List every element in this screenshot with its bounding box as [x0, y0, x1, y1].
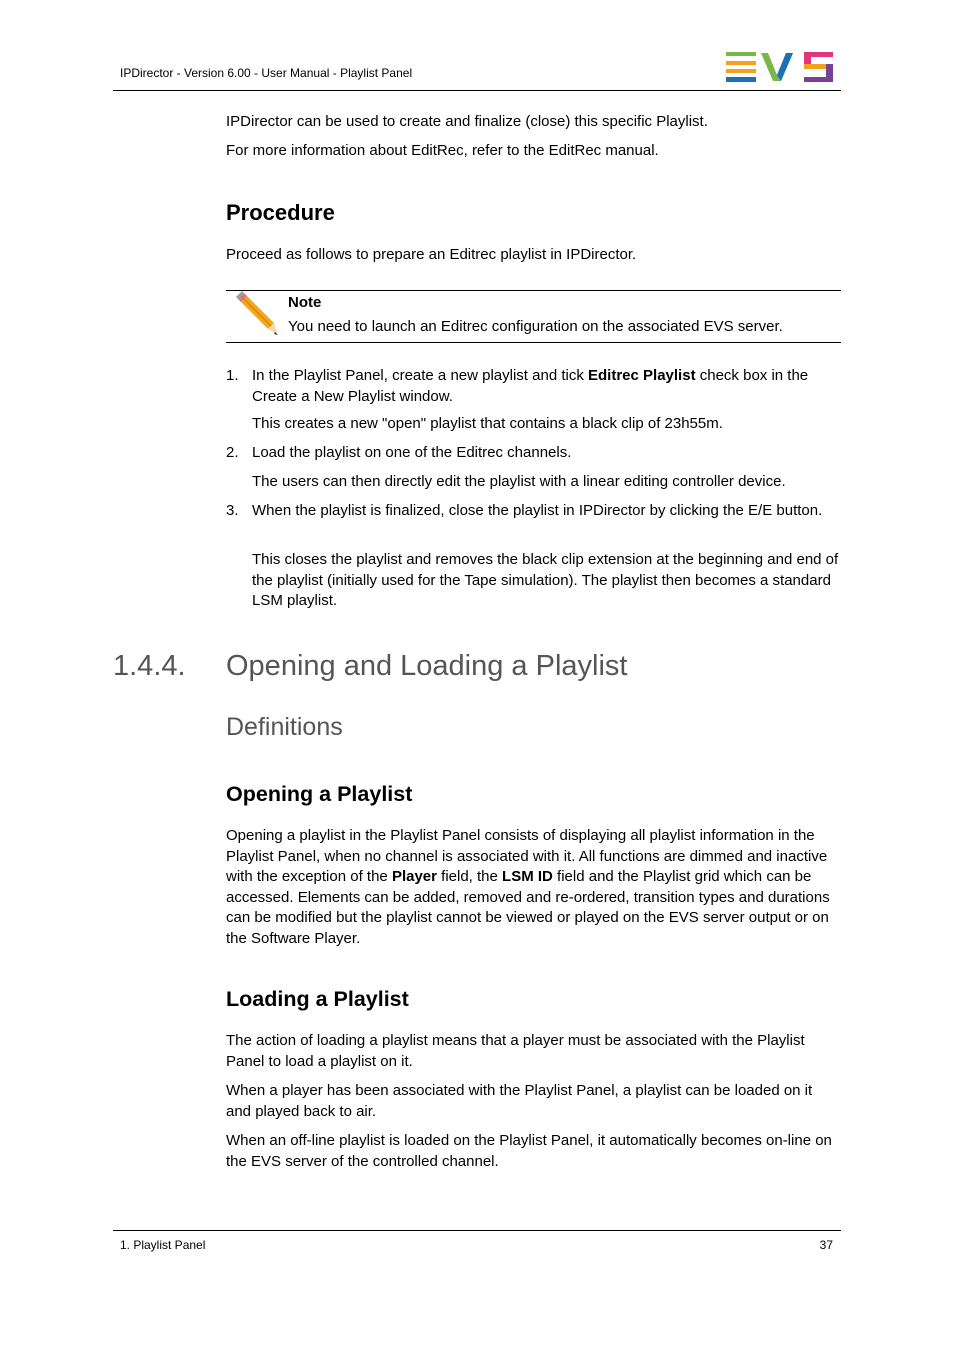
step-3-text: When the playlist is finalized, close the playlist in IPDirector by clicking the E/E button. — [252, 502, 823, 519]
procedure-text: Proceed as follows to prepare an Editrec playlist in IPDirector. — [226, 246, 637, 263]
evs-logo — [726, 52, 834, 82]
step-2-result: The users can then directly edit the playlist with a linear editing controller device. — [252, 473, 786, 490]
header-title: IPDirector - Version 6.00 - User Manual - Playlist Panel — [120, 66, 413, 80]
page-number: 37 — [819, 1238, 833, 1252]
note-top-rule — [226, 290, 841, 291]
loading-paragraph-1: The action of loading a playlist means that a player must be associated with the Playlist Panel to load a playlist on it. — [226, 1032, 805, 1070]
section-title: Opening and Loading a Playlist — [226, 650, 628, 682]
step-3-result: This closes the playlist and removes the black clip extension at the beginning and end of the playlist (initially used for the Tape simulation). The playlist then becomes a standard LSM playlist. — [252, 551, 839, 609]
section-number: 1.4.4. — [113, 650, 186, 682]
definitions-heading: Definitions — [226, 713, 343, 741]
note-text: You need to launch an Editrec configuration on the associated EVS server. — [288, 318, 783, 335]
footer-rule — [113, 1230, 841, 1231]
intro-paragraph-2: For more information about EditRec, refer to the EditRec manual. — [226, 142, 659, 159]
procedure-heading: Procedure — [226, 200, 335, 225]
step-1-text: In the Playlist Panel, create a new playlist and tick Editrec Playlist check box in the Create a New Playlist window. — [252, 367, 809, 405]
pencil-icon — [232, 291, 280, 337]
step-1-number: 1. — [226, 367, 239, 384]
step-1-result: This creates a new "open" playlist that contains a black clip of 23h55m. — [252, 415, 723, 432]
step-3-number: 3. — [226, 502, 239, 519]
step-2-number: 2. — [226, 444, 239, 461]
loading-paragraph-2: When a player has been associated with the Playlist Panel, a playlist can be loaded on it and played back to air. — [226, 1082, 813, 1120]
loading-heading: Loading a Playlist — [226, 987, 409, 1011]
step-2-text: Load the playlist on one of the Editrec channels. — [252, 444, 572, 461]
note-bottom-rule — [226, 342, 841, 343]
header-rule — [113, 90, 841, 91]
footer-chapter: 1. Playlist Panel — [120, 1238, 206, 1252]
intro-paragraph-1: IPDirector can be used to create and finalize (close) this specific Playlist. — [226, 113, 708, 130]
opening-paragraph: Opening a playlist in the Playlist Panel consists of displaying all playlist information in the Playlist Panel, when no channel is associated with it. All functions are dimmed and inactive with the exception of the Player field, the LSM ID field and the Playlist grid which can be accessed. Elements can be added, removed and re-ordered, transition types and durations can be modified but the playlist cannot be viewed or played on the EVS server output or on the Software Player. — [226, 827, 830, 947]
opening-heading: Opening a Playlist — [226, 782, 413, 806]
note-title: Note — [288, 294, 322, 311]
loading-paragraph-3: When an off-line playlist is loaded on the Playlist Panel, it automatically becomes on-line on the EVS server of the controlled channel. — [226, 1132, 832, 1170]
